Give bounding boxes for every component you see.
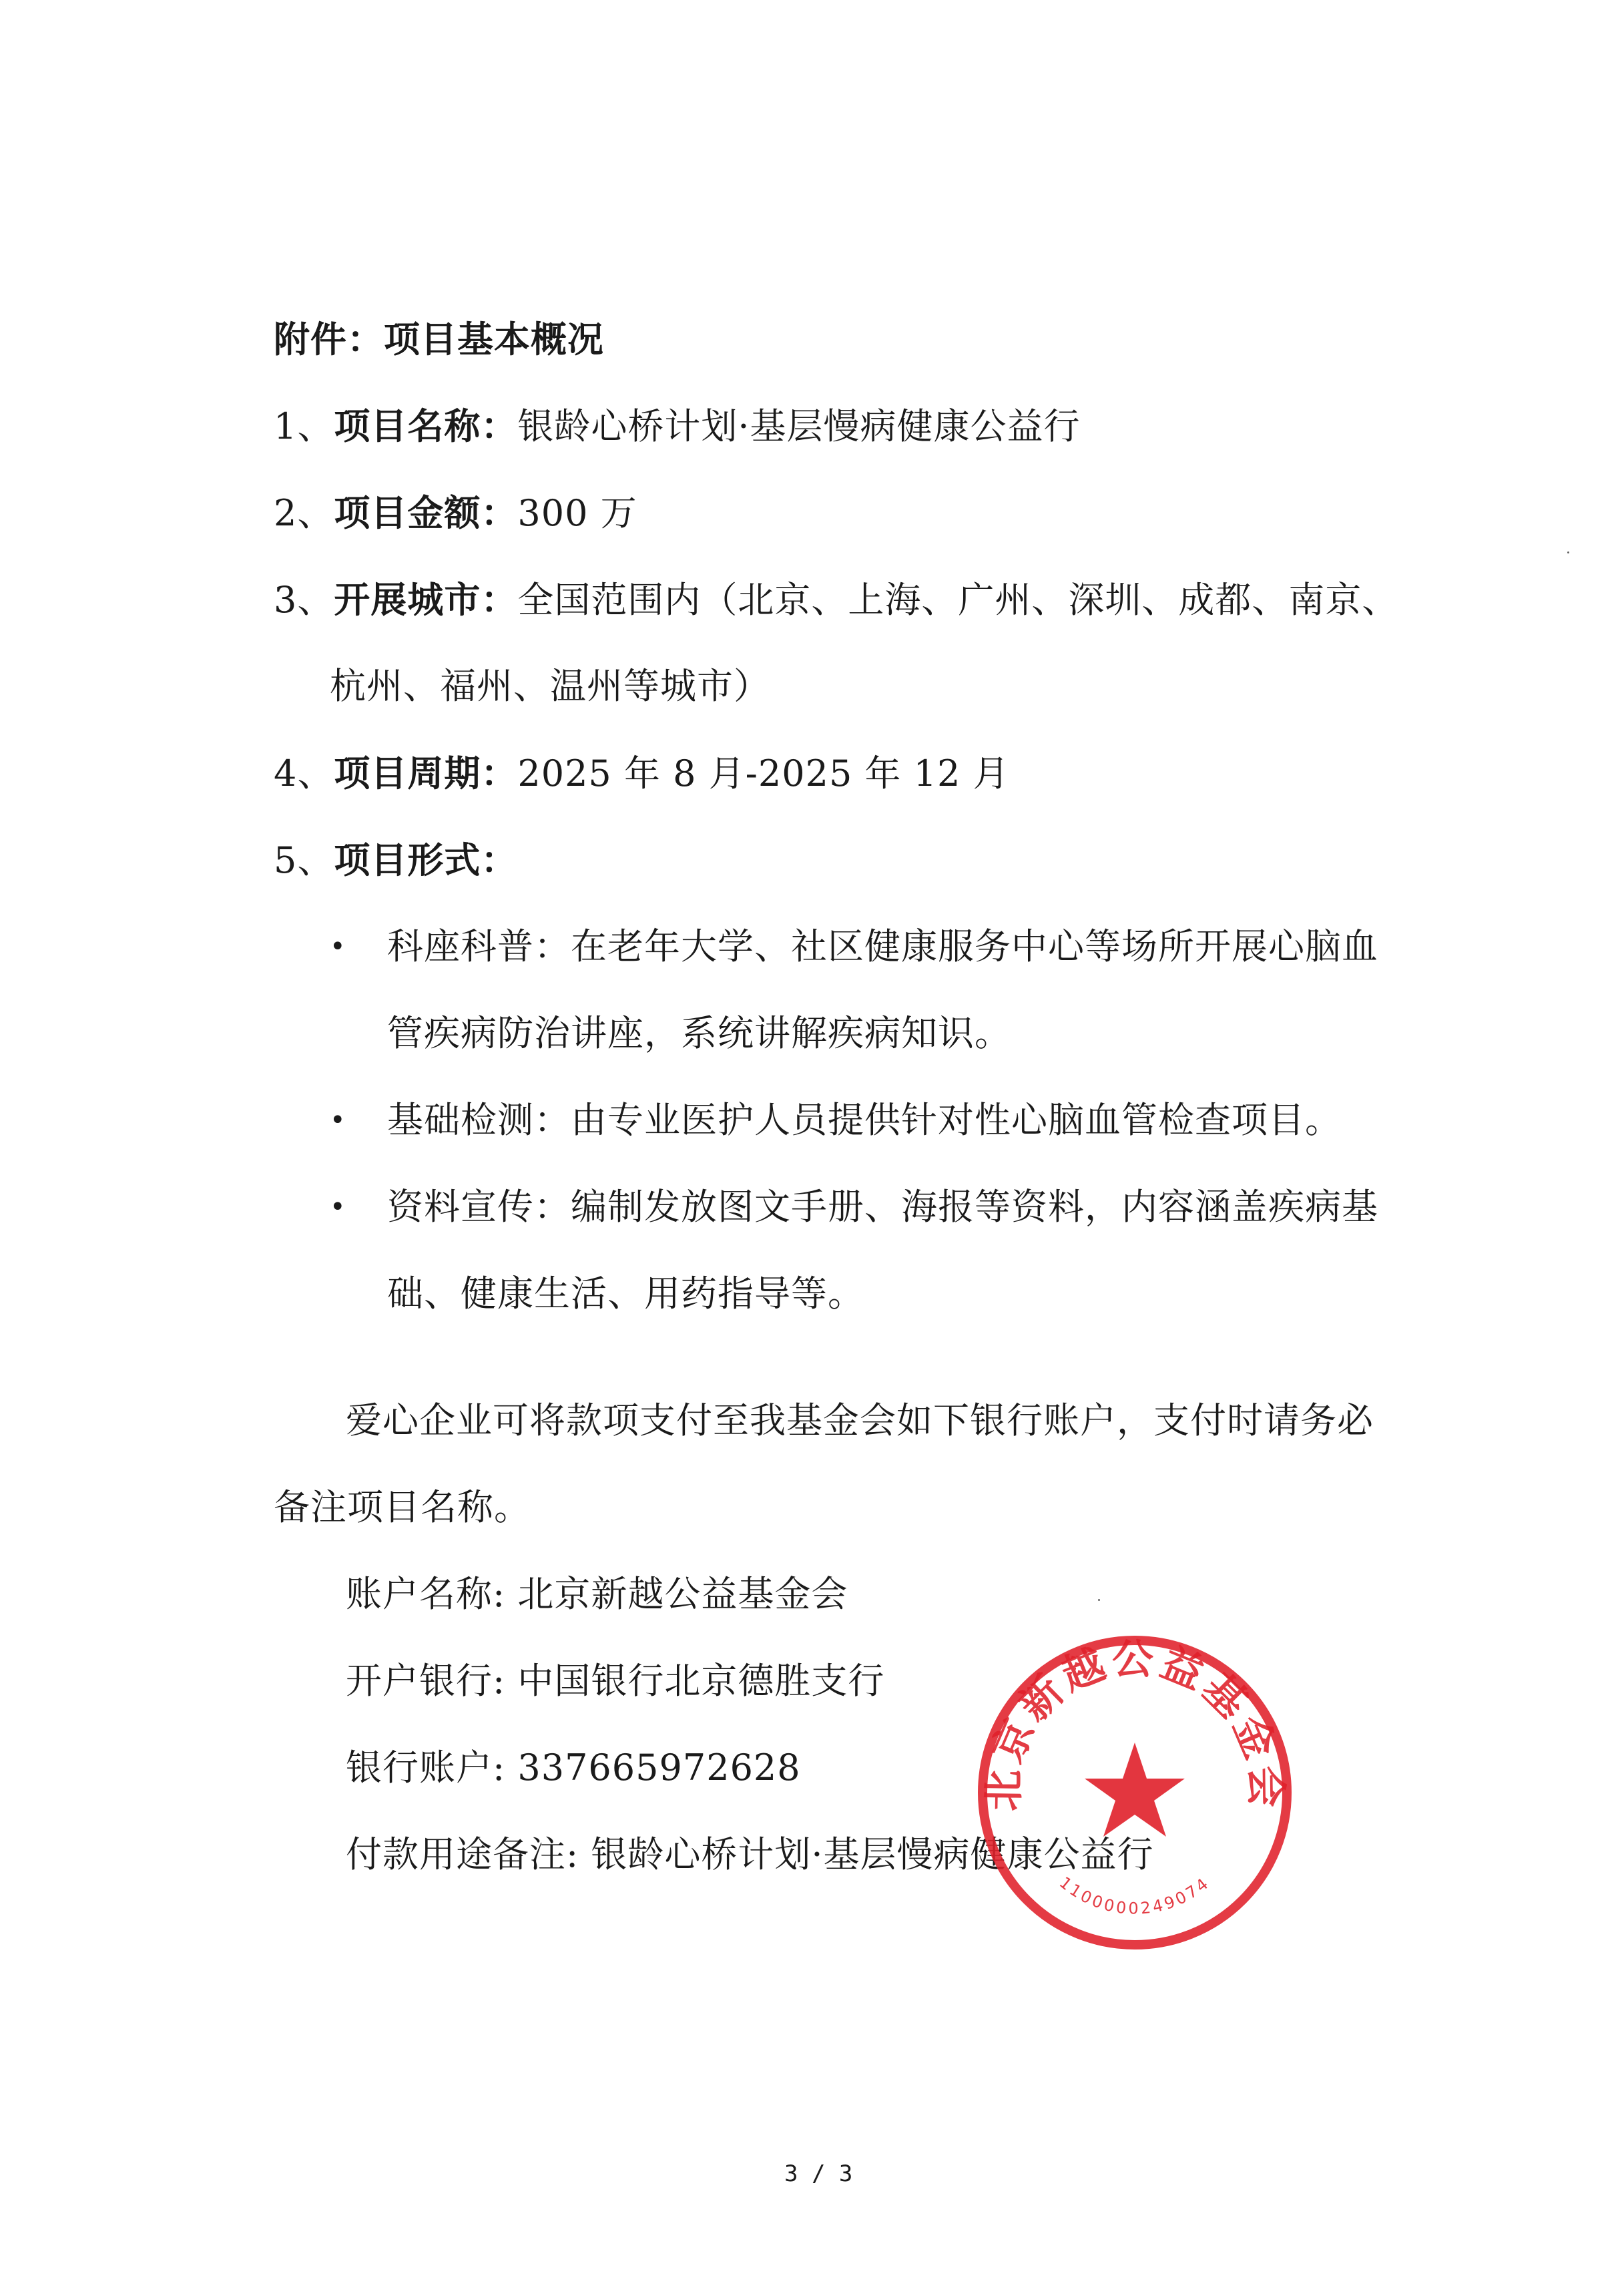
item-1: [274, 405, 1081, 448]
attachment-title: 附件：项目基本概况: [274, 318, 604, 361]
bullet-3-line-1: 资料宣传：编制发放图文手册、海报等资料，内容涵盖疾病基: [387, 1186, 1378, 1228]
seal-number: 1100000249074: [1055, 1873, 1214, 1918]
account-name: 账户名称: 北京新越公益基金会: [346, 1573, 848, 1615]
item-number: 5、: [274, 839, 334, 881]
payment-paragraph-line-1: 爱心企业可将款项支付至我基金会如下银行账户，支付时请务必: [346, 1399, 1374, 1441]
bullet-icon: •: [330, 931, 346, 962]
payment-paragraph-line-2: 备注项目名称。: [274, 1486, 531, 1528]
seal-star-icon: [1085, 1743, 1185, 1837]
item-value: 300 万: [517, 492, 637, 534]
item-4: [274, 752, 1010, 795]
bullet-1-line-1: 科座科普：在老年大学、社区健康服务中心等场所开展心脑血: [387, 925, 1378, 967]
item-number: 3、: [274, 579, 334, 621]
seal-text: 北京新越公益基金会: [979, 1634, 1291, 1812]
item-value: 全国范围内（北京、上海、广州、深圳、成都、南京、: [517, 579, 1399, 621]
item-number: 2、: [274, 492, 334, 534]
item-label: 项目周期：: [334, 752, 518, 794]
item-2: [274, 491, 637, 535]
item-3-continuation: 杭州、福州、温州等城市）: [330, 665, 770, 707]
bullet-3-line-2: 础、健康生活、用药指导等。: [387, 1273, 864, 1315]
account-bank: 开户银行: 中国银行北京德胜支行: [346, 1660, 885, 1702]
item-3: [274, 578, 1398, 622]
item-number: 4、: [274, 752, 334, 794]
account-number: 银行账户: 337665972628: [346, 1747, 801, 1789]
item-number: 1、: [274, 405, 334, 447]
payment-note: 付款用途备注: 银龄心桥计划·基层慢病健康公益行: [346, 1833, 1154, 1875]
bullet-icon: •: [330, 1192, 346, 1222]
item-label: 项目名称：: [334, 405, 518, 447]
page-number: 3 / 3: [784, 2160, 853, 2187]
bullet-icon: •: [330, 1105, 346, 1136]
item-label: 项目形式：: [334, 839, 518, 881]
scan-dot: [1567, 551, 1569, 553]
item-label: 开展城市：: [334, 578, 518, 621]
item-label: 项目金额：: [334, 491, 518, 534]
item-5: [274, 839, 517, 882]
bullet-1-line-2: 管疾病防治讲座，系统讲解疾病知识。: [387, 1012, 1011, 1054]
bullet-2-line-1: 基础检测：由专业医护人员提供针对性心脑血管检查项目。: [387, 1099, 1342, 1141]
item-value: 银龄心桥计划·基层慢病健康公益行: [517, 405, 1081, 447]
official-seal-stamp: [971, 1629, 1298, 1956]
scan-dot: [1098, 1599, 1100, 1601]
item-value: 2025 年 8 月-2025 年 12 月: [517, 752, 1010, 794]
